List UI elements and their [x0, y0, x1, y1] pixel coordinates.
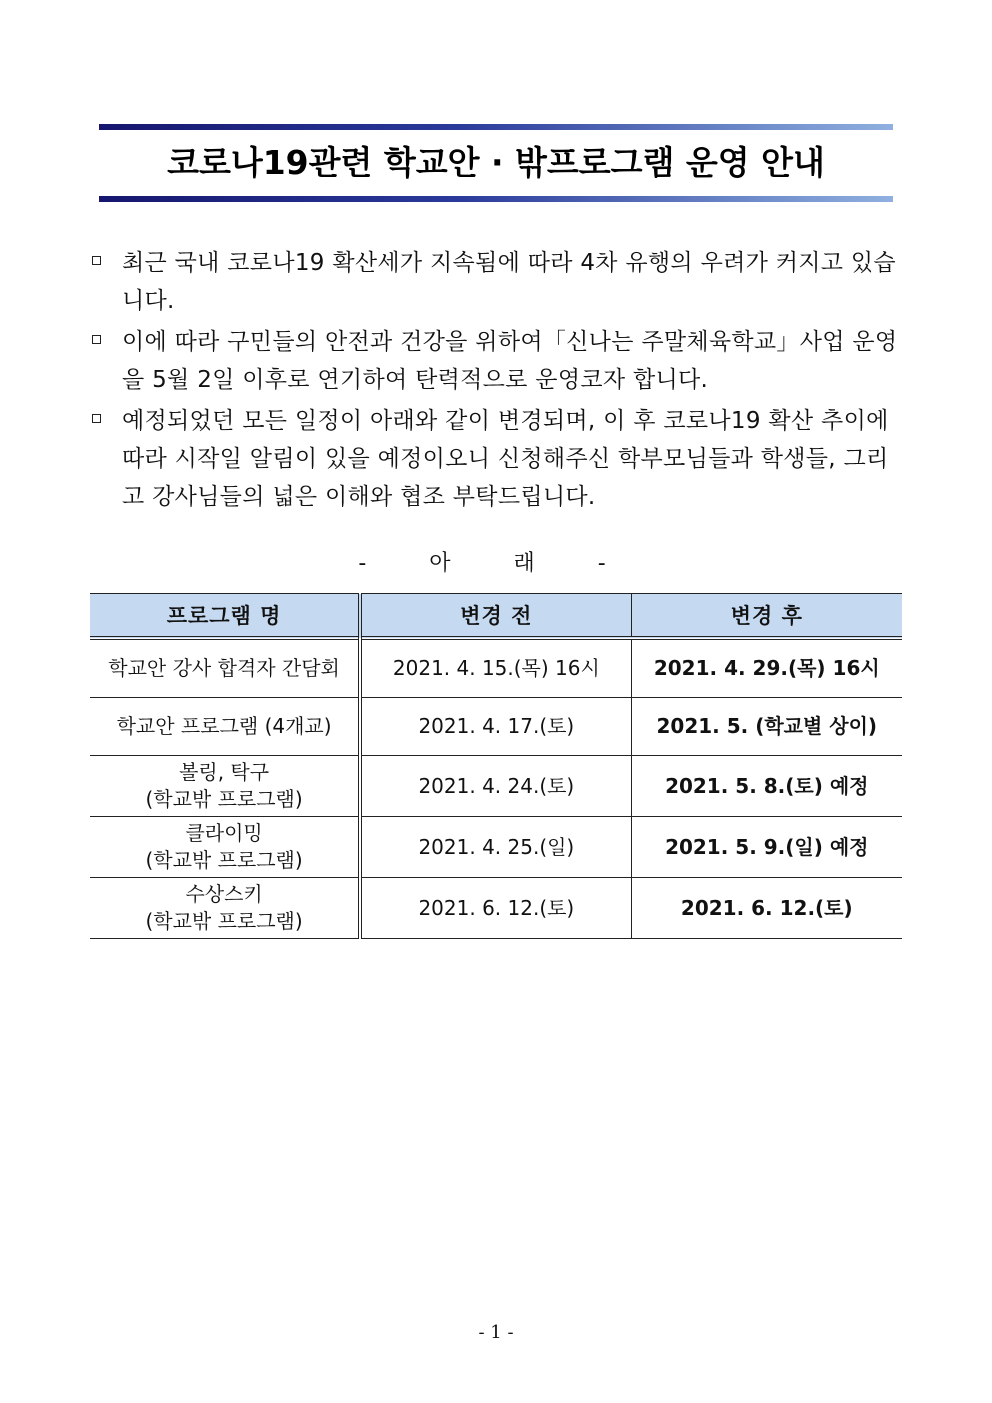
- square-bullet-icon: [92, 335, 101, 344]
- date-before: 2021. 6. 12.(토): [360, 878, 631, 939]
- header-program: 프로그램 명: [90, 594, 360, 639]
- bullet-text: 이에 따라 구민들의 안전과 건강을 위하여「신나는 주말체육학교」사업 운영을 5월 2일 이후로 연기하여 탄력적으로 운영코자 합니다.: [122, 329, 898, 393]
- square-bullet-icon: [92, 256, 101, 265]
- program-subtitle: (학교밖 프로그램): [145, 787, 303, 811]
- program-name-line: 학교안 프로그램 (4개교): [116, 714, 332, 738]
- date-before: 2021. 4. 17.(토): [360, 698, 631, 756]
- table-row: [90, 698, 902, 756]
- square-bullet-icon: [92, 414, 101, 423]
- table-row: [90, 817, 902, 878]
- table-header-row: [90, 594, 902, 639]
- program-name-line: 학교안 강사 합격자 간담회: [108, 656, 340, 680]
- program-name: [90, 756, 360, 817]
- date-before: 2021. 4. 15.(목) 16시: [360, 638, 631, 698]
- date-after: 2021. 5. 8.(토) 예정: [631, 756, 902, 817]
- program-name: [90, 698, 360, 756]
- bullet-text: 최근 국내 코로나19 확산세가 지속됨에 따라 4차 유행의 우려가 커지고 있습니다.: [122, 250, 896, 314]
- notice-bullets: [90, 244, 900, 519]
- date-after: 2021. 5. (학교별 상이): [631, 698, 902, 756]
- table-row: [90, 638, 902, 698]
- program-subtitle: (학교밖 프로그램): [145, 848, 303, 872]
- schedule-table: [90, 593, 902, 939]
- bullet-item: [90, 244, 900, 320]
- program-name-line: 수상스키: [185, 882, 263, 906]
- page-title: 코로나19관련 학교안 · 밖프로그램 운영 안내: [167, 143, 825, 182]
- section-note: - 아 래 -: [358, 551, 634, 576]
- header-before: 변경 전: [360, 594, 631, 639]
- program-name: [90, 638, 360, 698]
- bullet-text: 예정되었던 모든 일정이 아래와 같이 변경되며, 이 후 코로나19 확산 추이에 따라 시작일 알림이 있을 예정이오니 신청해주신 학부모님들과 학생들, 그리고 강사님들의 넓은 이해와 협조 부탁드립니다.: [122, 408, 889, 510]
- date-after: 2021. 6. 12.(토): [631, 878, 902, 939]
- program-name: [90, 817, 360, 878]
- date-after: 2021. 4. 29.(목) 16시: [631, 638, 902, 698]
- date-before: 2021. 4. 24.(토): [360, 756, 631, 817]
- program-name-line: 볼링, 탁구: [179, 760, 270, 784]
- title-banner: [99, 124, 893, 202]
- date-after: 2021. 5. 9.(일) 예정: [631, 817, 902, 878]
- page-number: - 1 -: [478, 1322, 514, 1343]
- program-name: [90, 878, 360, 939]
- date-before: 2021. 4. 25.(일): [360, 817, 631, 878]
- bullet-item: [90, 402, 900, 516]
- title-bar-bottom: [99, 196, 893, 202]
- table-row: [90, 878, 902, 939]
- header-after: 변경 후: [631, 594, 902, 639]
- program-name-line: 클라이밍: [185, 821, 263, 845]
- program-subtitle: (학교밖 프로그램): [145, 909, 303, 933]
- bullet-item: [90, 323, 900, 399]
- table-row: [90, 756, 902, 817]
